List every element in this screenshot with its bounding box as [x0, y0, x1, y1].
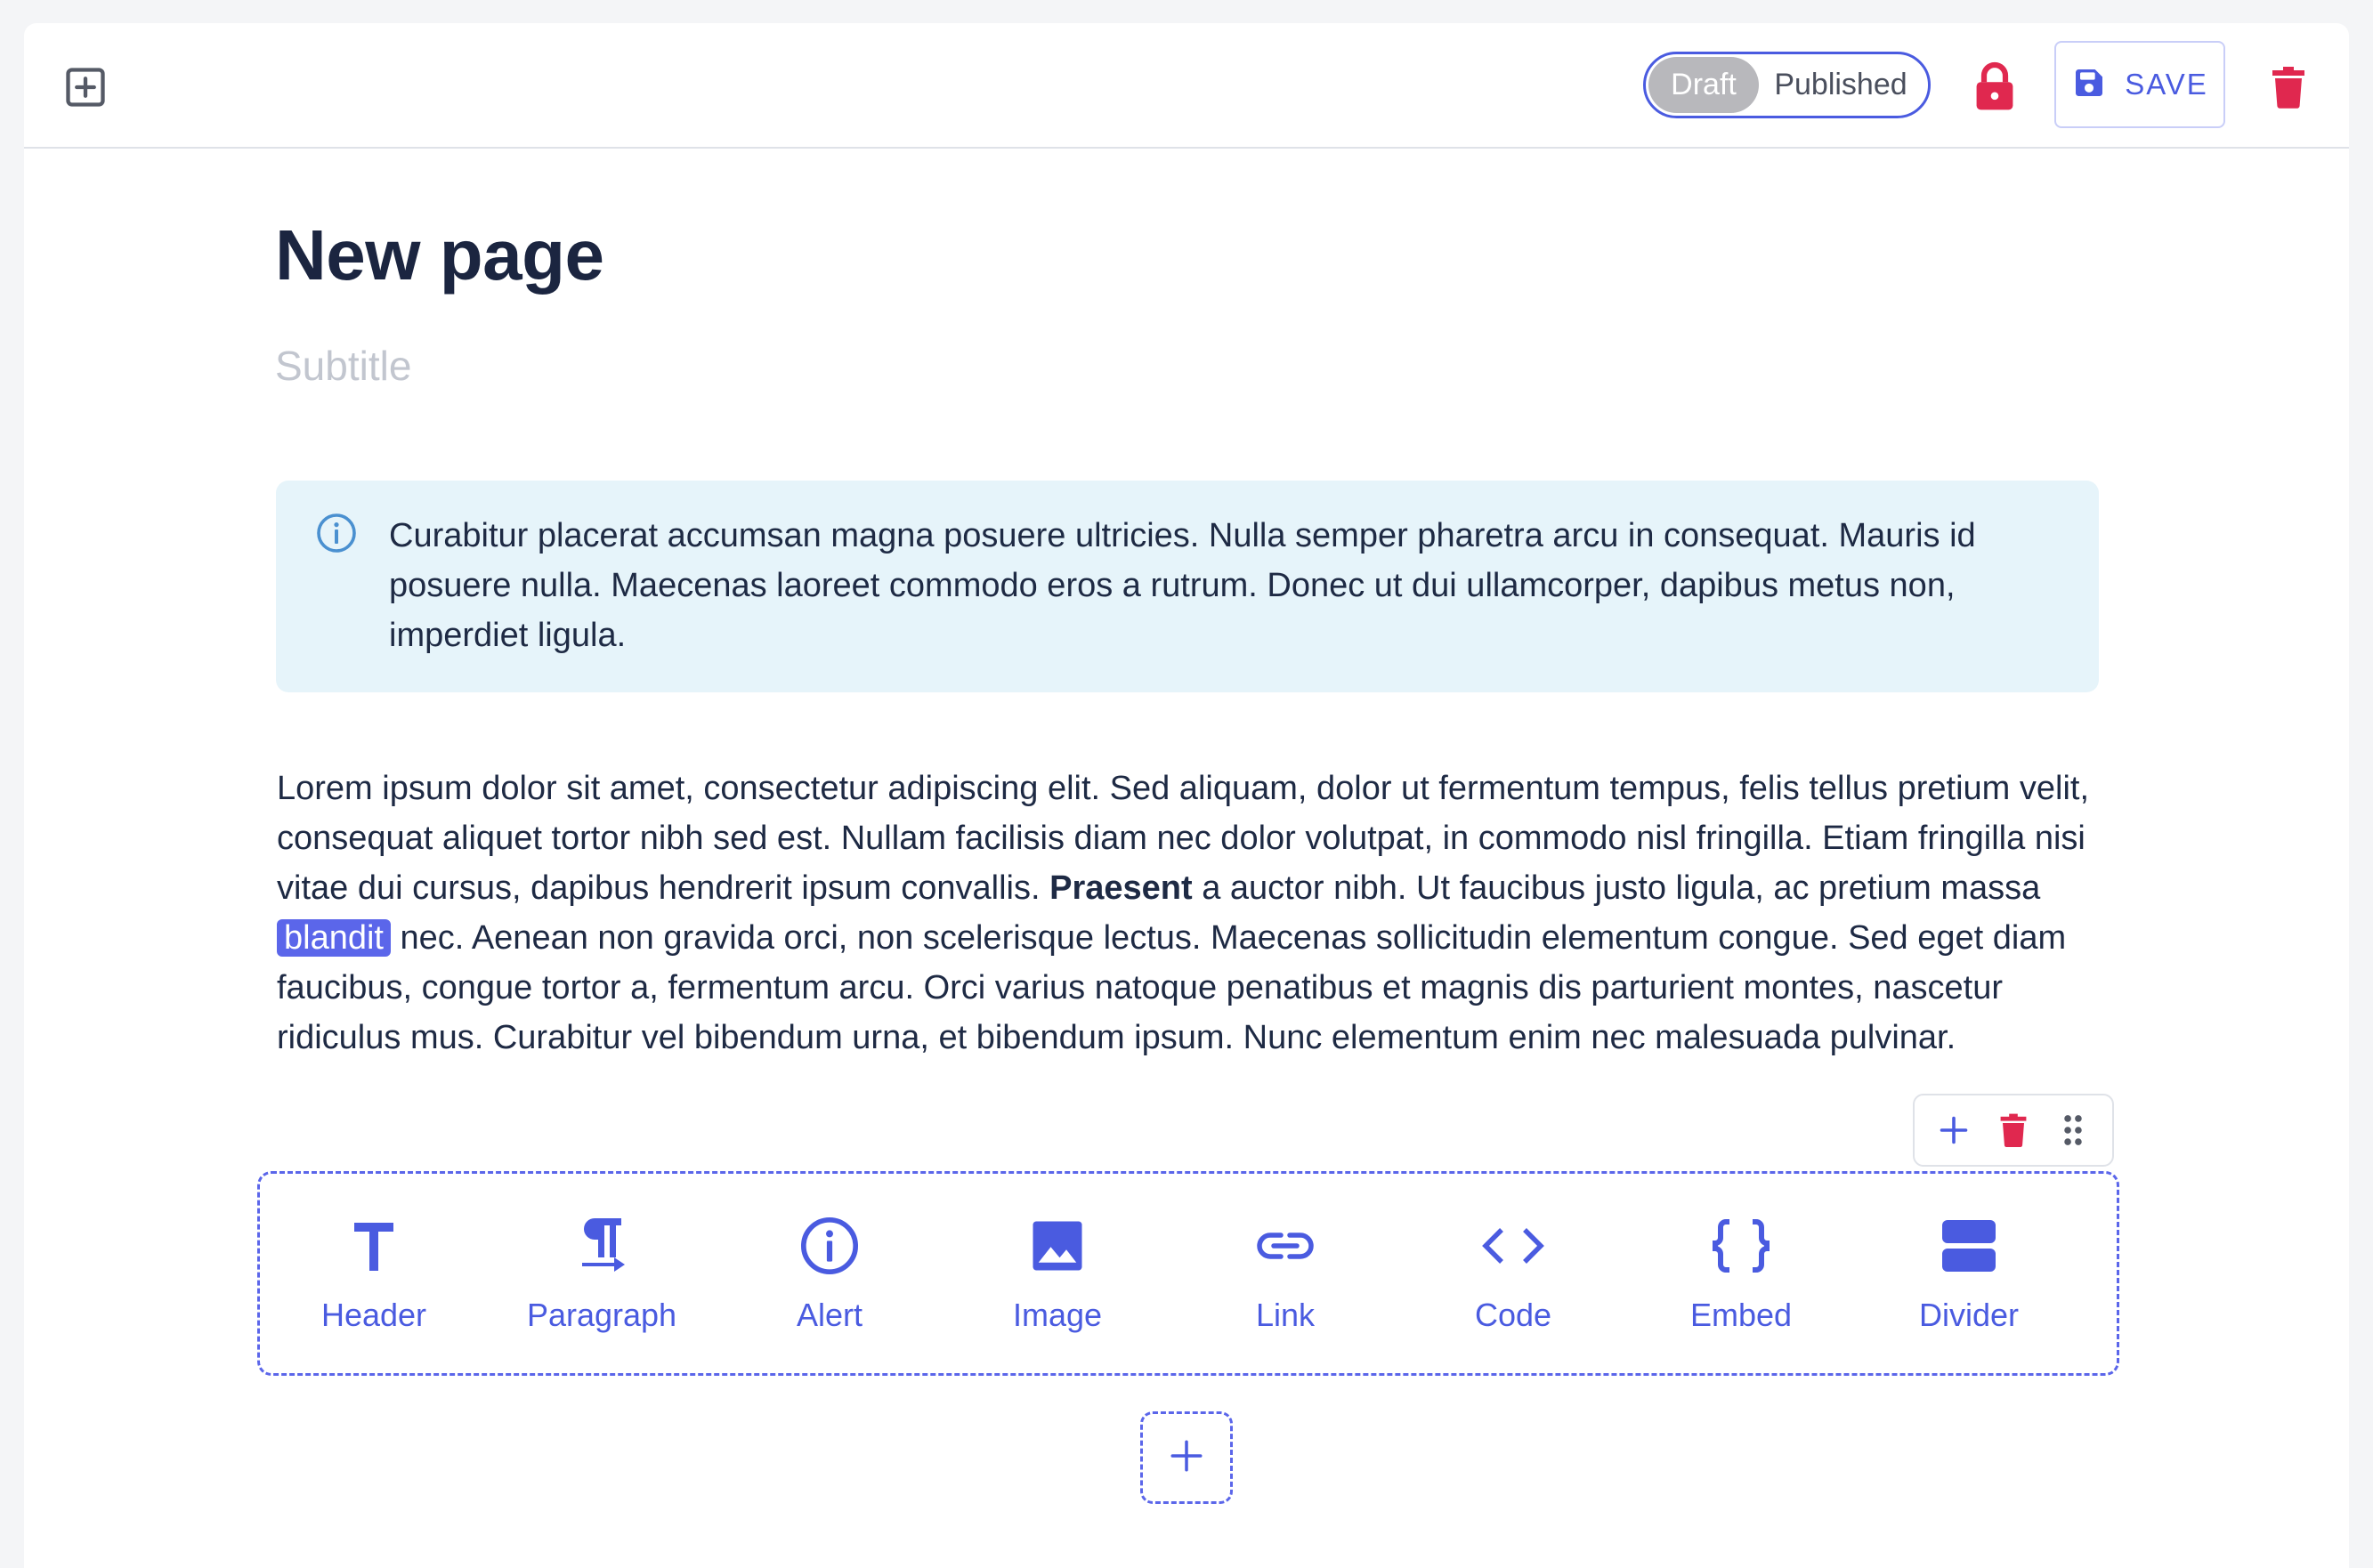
status-draft-option[interactable]: Draft	[1648, 57, 1759, 113]
block-type-palette	[257, 1171, 2119, 1376]
paragraph-block[interactable]	[277, 764, 2128, 1063]
palette-label: Divider	[1918, 1297, 2020, 1333]
palette-label: Paragraph	[526, 1297, 677, 1333]
header-icon	[351, 1213, 397, 1279]
drag-handle-icon[interactable]	[2051, 1108, 2095, 1152]
status-published-option[interactable]: Published	[1774, 68, 1907, 101]
page-title[interactable]: New page	[275, 215, 604, 295]
save-button[interactable]	[2054, 41, 2225, 128]
paragraph-text-3: nec. Aenean non gravida orci, non scelerisque lectus. Maecenas sollicitudin elementum congue. Sed eget diam faucibus, congue tortor a, fermentum arcu. Orci varius natoque penatibus et magnis dis parturient montes, nascetur ridiculus mus. Curabitur vel bibendum urna, et bibendum ipsum. Nunc elementum enim nec malesuada pulvinar.	[277, 919, 2067, 1056]
paragraph-highlighted-text: blandit	[277, 919, 391, 957]
palette-item-divider[interactable]	[1855, 1184, 2083, 1362]
palette-item-image[interactable]	[944, 1184, 1171, 1362]
link-icon	[1254, 1213, 1316, 1279]
palette-item-embed[interactable]	[1627, 1184, 1855, 1362]
publish-status-toggle[interactable]	[1643, 52, 1931, 118]
paragraph-text-2: a auctor nibh. Ut faucibus justo ligula, ac pretium massa	[1192, 869, 2041, 907]
lock-icon[interactable]	[1968, 57, 2021, 116]
alert-icon	[799, 1213, 860, 1279]
code-icon	[1482, 1213, 1544, 1279]
add-block-plus-icon[interactable]	[1932, 1108, 1976, 1152]
block-tools	[1913, 1094, 2114, 1167]
palette-item-link[interactable]	[1171, 1184, 1399, 1362]
palette-item-paragraph[interactable]	[488, 1184, 716, 1362]
divider-icon	[1940, 1213, 1997, 1279]
info-circle-icon	[315, 512, 358, 554]
palette-label: Image	[1012, 1297, 1103, 1333]
palette-item-header[interactable]	[260, 1184, 488, 1362]
palette-item-alert[interactable]	[716, 1184, 944, 1362]
delete-page-trash-icon[interactable]	[2264, 61, 2313, 114]
floppy-disk-icon	[2071, 65, 2107, 105]
palette-label: Embed	[1689, 1297, 1793, 1333]
paragraph-bold-text: Praesent	[1049, 869, 1193, 907]
palette-label: Link	[1255, 1297, 1316, 1333]
palette-label: Alert	[796, 1297, 863, 1333]
save-label: SAVE	[2125, 68, 2208, 101]
image-icon	[1031, 1213, 1084, 1279]
delete-block-trash-icon[interactable]	[1991, 1108, 2036, 1152]
embed-icon	[1712, 1213, 1770, 1279]
add-block-square-icon[interactable]	[61, 62, 110, 112]
plus-icon	[1168, 1437, 1205, 1479]
paragraph-icon	[575, 1213, 628, 1279]
palette-label: Code	[1474, 1297, 1552, 1333]
palette-label: Header	[320, 1297, 427, 1333]
palette-item-code[interactable]	[1399, 1184, 1627, 1362]
paragraph-text-1: Lorem ipsum dolor sit amet, consectetur adipiscing elit. Sed aliquam, dolor ut fermentum tempus, felis tellus pretium velit, consequat aliquet tortor nibh sed est. Nullam facilisis diam nec dolor volutpat, in commodo nisl fringilla. Etiam fringilla nisi vitae dui cursus, dapibus hendrerit ipsum convallis.	[277, 770, 2090, 907]
add-block-below-button[interactable]	[1140, 1411, 1233, 1504]
editor-card	[24, 23, 2349, 1568]
alert-text: Curabitur placerat accumsan magna posuere ultricies. Nulla semper pharetra arcu in consequat. Mauris id posuere nulla. Maecenas laoreet commodo eros a rutrum. Donec ut dui ullamcorper, dapibus metus non, imperdiet ligula.	[389, 517, 1976, 654]
top-toolbar	[24, 23, 2349, 149]
subtitle-field[interactable]: Subtitle	[275, 343, 412, 389]
alert-block[interactable]	[276, 481, 2099, 692]
